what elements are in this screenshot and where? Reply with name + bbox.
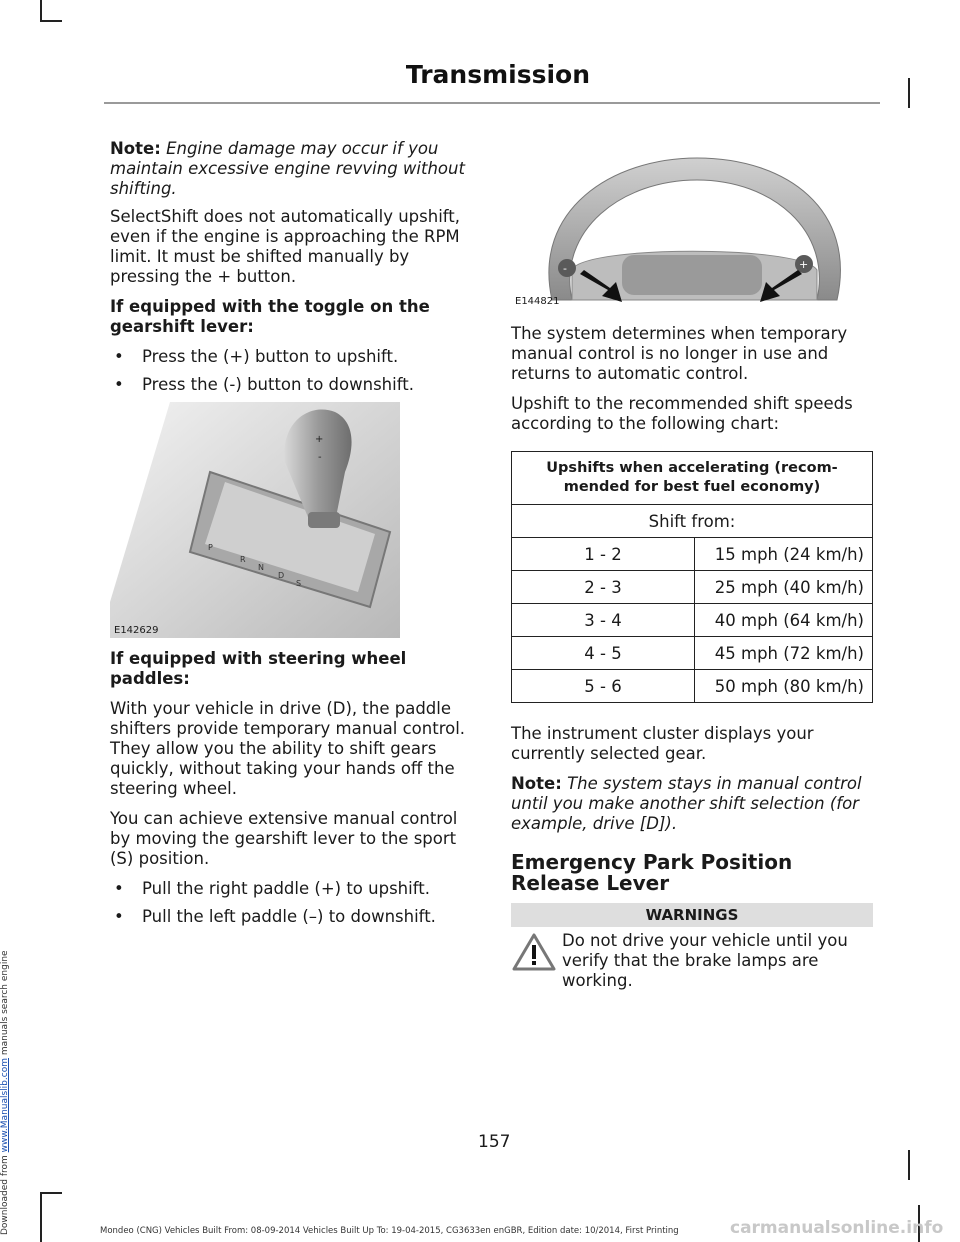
note xyxy=(110,139,476,199)
subheading-paddles: If equipped with steering wheel paddles: xyxy=(110,649,407,688)
page-number: 157 xyxy=(478,1132,511,1152)
bullet-item: • Pull the right paddle (+) to upshift. xyxy=(114,879,430,898)
side-download-note xyxy=(0,950,10,1235)
table-cell: 50 mph (80 km/h) xyxy=(695,670,873,703)
crop-mark-bottom-right-v xyxy=(908,1150,910,1180)
note-label: Note: xyxy=(110,139,161,158)
steering-wheel-illustration xyxy=(512,150,874,310)
crop-mark-bottom-left-h xyxy=(40,1192,62,1194)
paragraph: You can achieve extensive manual control by moving the gearshift lever to the sport (S) position. xyxy=(110,809,458,868)
table-row xyxy=(512,538,873,571)
right-column xyxy=(511,324,875,444)
table-row xyxy=(512,637,873,670)
subheading-toggle: If equipped with the toggle on the gearshift lever: xyxy=(110,297,430,336)
warning-text: Do not drive your vehicle until you verify that the brake lamps are working. xyxy=(562,931,848,990)
paragraph: Upshift to the recommended shift speeds according to the following chart: xyxy=(511,394,853,433)
right-column-lower xyxy=(511,724,875,904)
svg-text:-: - xyxy=(563,262,567,275)
svg-text:P: P xyxy=(208,543,213,552)
paragraph: The instrument cluster displays your currently selected gear. xyxy=(511,724,814,763)
footer: Mondeo (CNG) Vehicles Built From: 08-09-2014 Vehicles Built Up To: 19-04-2015, CG3633en enGBR, Edition date: 10/2014, First Printing xyxy=(100,1226,679,1236)
figure-code: E144821 xyxy=(515,296,560,307)
bullet-item: • Press the (-) button to downshift. xyxy=(114,375,414,394)
header-rule xyxy=(104,102,880,104)
svg-text:S: S xyxy=(296,579,302,588)
page-title: Transmission xyxy=(405,60,590,89)
section-heading: Emergency Park Position Release Lever xyxy=(511,850,793,895)
table-cell: 4 - 5 xyxy=(512,637,695,670)
table-row xyxy=(512,604,873,637)
figure-code: E142629 xyxy=(114,625,159,636)
bullet-text: Pull the right paddle (+) to upshift. xyxy=(142,879,430,898)
shift-speed-table-wrap xyxy=(511,451,873,703)
bullet-text: Press the (-) button to downshift. xyxy=(142,375,414,394)
watermark: carmanualsonline.info xyxy=(730,1218,944,1238)
paragraph: SelectShift does not automatically upshift, even if the engine is approaching the RPM limit. It must be shifted manually by pressing the + button. xyxy=(110,207,461,286)
svg-text:D: D xyxy=(278,571,285,580)
side-suffix: manuals search engine xyxy=(0,950,10,1056)
bullet-item: • Press the (+) button to upshift. xyxy=(114,347,399,366)
paragraph: The system determines when temporary manual control is no longer in use and returns to automatic control. xyxy=(511,324,848,383)
bullet-text: Pull the left paddle (–) to downshift. xyxy=(142,907,436,926)
paragraph: With your vehicle in drive (D), the paddle shifters provide temporary manual control. They allow you the ability to shift gears quickly, without taking your hands off the steering wheel. xyxy=(110,699,466,798)
table-subheader: Shift from: xyxy=(512,505,873,538)
table-cell: 1 - 2 xyxy=(512,538,695,571)
table-cell: 3 - 4 xyxy=(512,604,695,637)
bullet-item: • Pull the left paddle (–) to downshift. xyxy=(114,907,436,926)
bullet-text: Press the (+) button to upshift. xyxy=(142,347,399,366)
table-cell: 2 - 3 xyxy=(512,571,695,604)
note-label: Note: xyxy=(511,774,562,793)
table-cell: 45 mph (72 km/h) xyxy=(695,637,873,670)
table-cell: 40 mph (64 km/h) xyxy=(695,604,873,637)
warning-triangle-icon xyxy=(511,932,557,972)
manualslib-link[interactable]: www.Manualslib.com xyxy=(0,1058,10,1153)
table-row xyxy=(512,670,873,703)
svg-text:R: R xyxy=(240,555,246,564)
note-text: Engine damage may occur if you maintain excessive engine revving without shifting. xyxy=(110,139,465,198)
svg-text:+: + xyxy=(799,258,809,271)
warnings-label: WARNINGS xyxy=(511,903,873,927)
side-prefix: Downloaded from xyxy=(0,1155,10,1235)
table-row xyxy=(512,571,873,604)
crop-mark-top-left-h xyxy=(40,20,62,22)
crop-mark-top-right-v xyxy=(908,78,910,108)
crop-mark-top-left-v xyxy=(40,0,42,22)
table-cell: 25 mph (40 km/h) xyxy=(695,571,873,604)
shift-speed-table xyxy=(511,451,873,703)
note-text: The system stays in manual control until you make another shift selection (for example, drive [D]). xyxy=(511,774,862,833)
table-cell: 15 mph (24 km/h) xyxy=(695,538,873,571)
table-header: Upshifts when accelerating (recom-mended for best fuel economy) xyxy=(512,452,873,505)
left-column-lower xyxy=(110,649,476,935)
gearshift-illustration xyxy=(110,402,400,638)
svg-text:+: + xyxy=(315,434,324,445)
table-cell: 5 - 6 xyxy=(512,670,695,703)
svg-text:N: N xyxy=(258,563,264,572)
svg-text:-: - xyxy=(318,452,322,463)
left-column xyxy=(110,139,476,403)
note xyxy=(511,774,875,834)
crop-mark-bottom-left-v xyxy=(40,1192,42,1242)
